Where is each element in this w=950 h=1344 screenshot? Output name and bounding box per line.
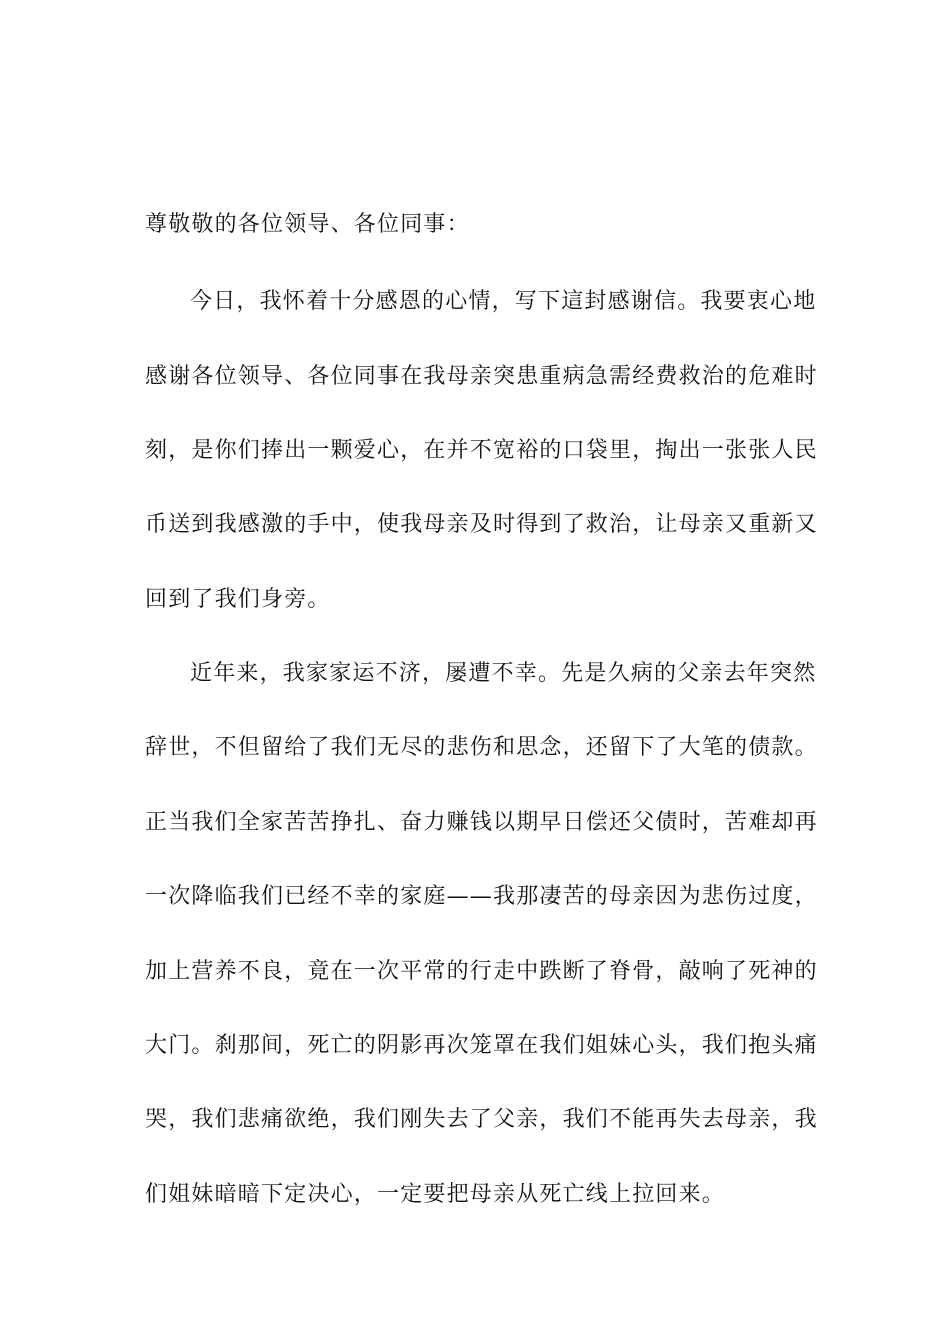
paragraph-1-line-2: 感谢各位领导、各位同事在我母亲突患重病急需经费救治的危难时	[145, 364, 818, 389]
paragraph-2-line-4: 一次降临我们已经不幸的家庭——我那凄苦的母亲因为悲伤过度，	[145, 884, 818, 909]
paragraph-2-line-8: 们姐妹暗暗下定决心，一定要把母亲从死亡线上拉回来。	[145, 1182, 726, 1207]
paragraph-1-line-4: 币送到我感激的手中，使我母亲及时得到了救治，让母亲又重新又	[145, 512, 818, 537]
paragraph-2-line-2: 辞世，不但留给了我们无尽的悲伤和思念，还留下了大笔的债款。	[145, 735, 818, 760]
paragraph-1-line-3: 刻，是你们捧出一颗爱心，在并不宽裕的口袋里，掏出一张张人民	[145, 438, 818, 463]
paragraph-2-line-1: 近年来，我家家运不济，屡遭不幸。先是久病的父亲去年突然	[190, 661, 817, 686]
paragraph-2-line-3: 正当我们全家苦苦挣扎、奋力赚钱以期早日偿还父债时，苦难却再	[145, 810, 818, 835]
paragraph-2-line-5: 加上营养不良，竟在一次平常的行走中跌断了脊骨，敲响了死神的	[145, 959, 818, 984]
paragraph-1-line-1: 今日，我怀着十分感恩的心情，写下這封感谢信。我要衷心地	[190, 289, 817, 314]
greeting-line: 尊敬敬的各位领导、各位同事：	[145, 212, 470, 237]
paragraph-1-line-5: 回到了我们身旁。	[145, 587, 331, 612]
paragraph-2-line-6: 大门。刹那间，死亡的阴影再次笼罩在我们姐妹心头，我们抱头痛	[145, 1033, 818, 1058]
paragraph-2-line-7: 哭，我们悲痛欲绝，我们刚失去了父亲，我们不能再失去母亲，我	[145, 1107, 818, 1132]
